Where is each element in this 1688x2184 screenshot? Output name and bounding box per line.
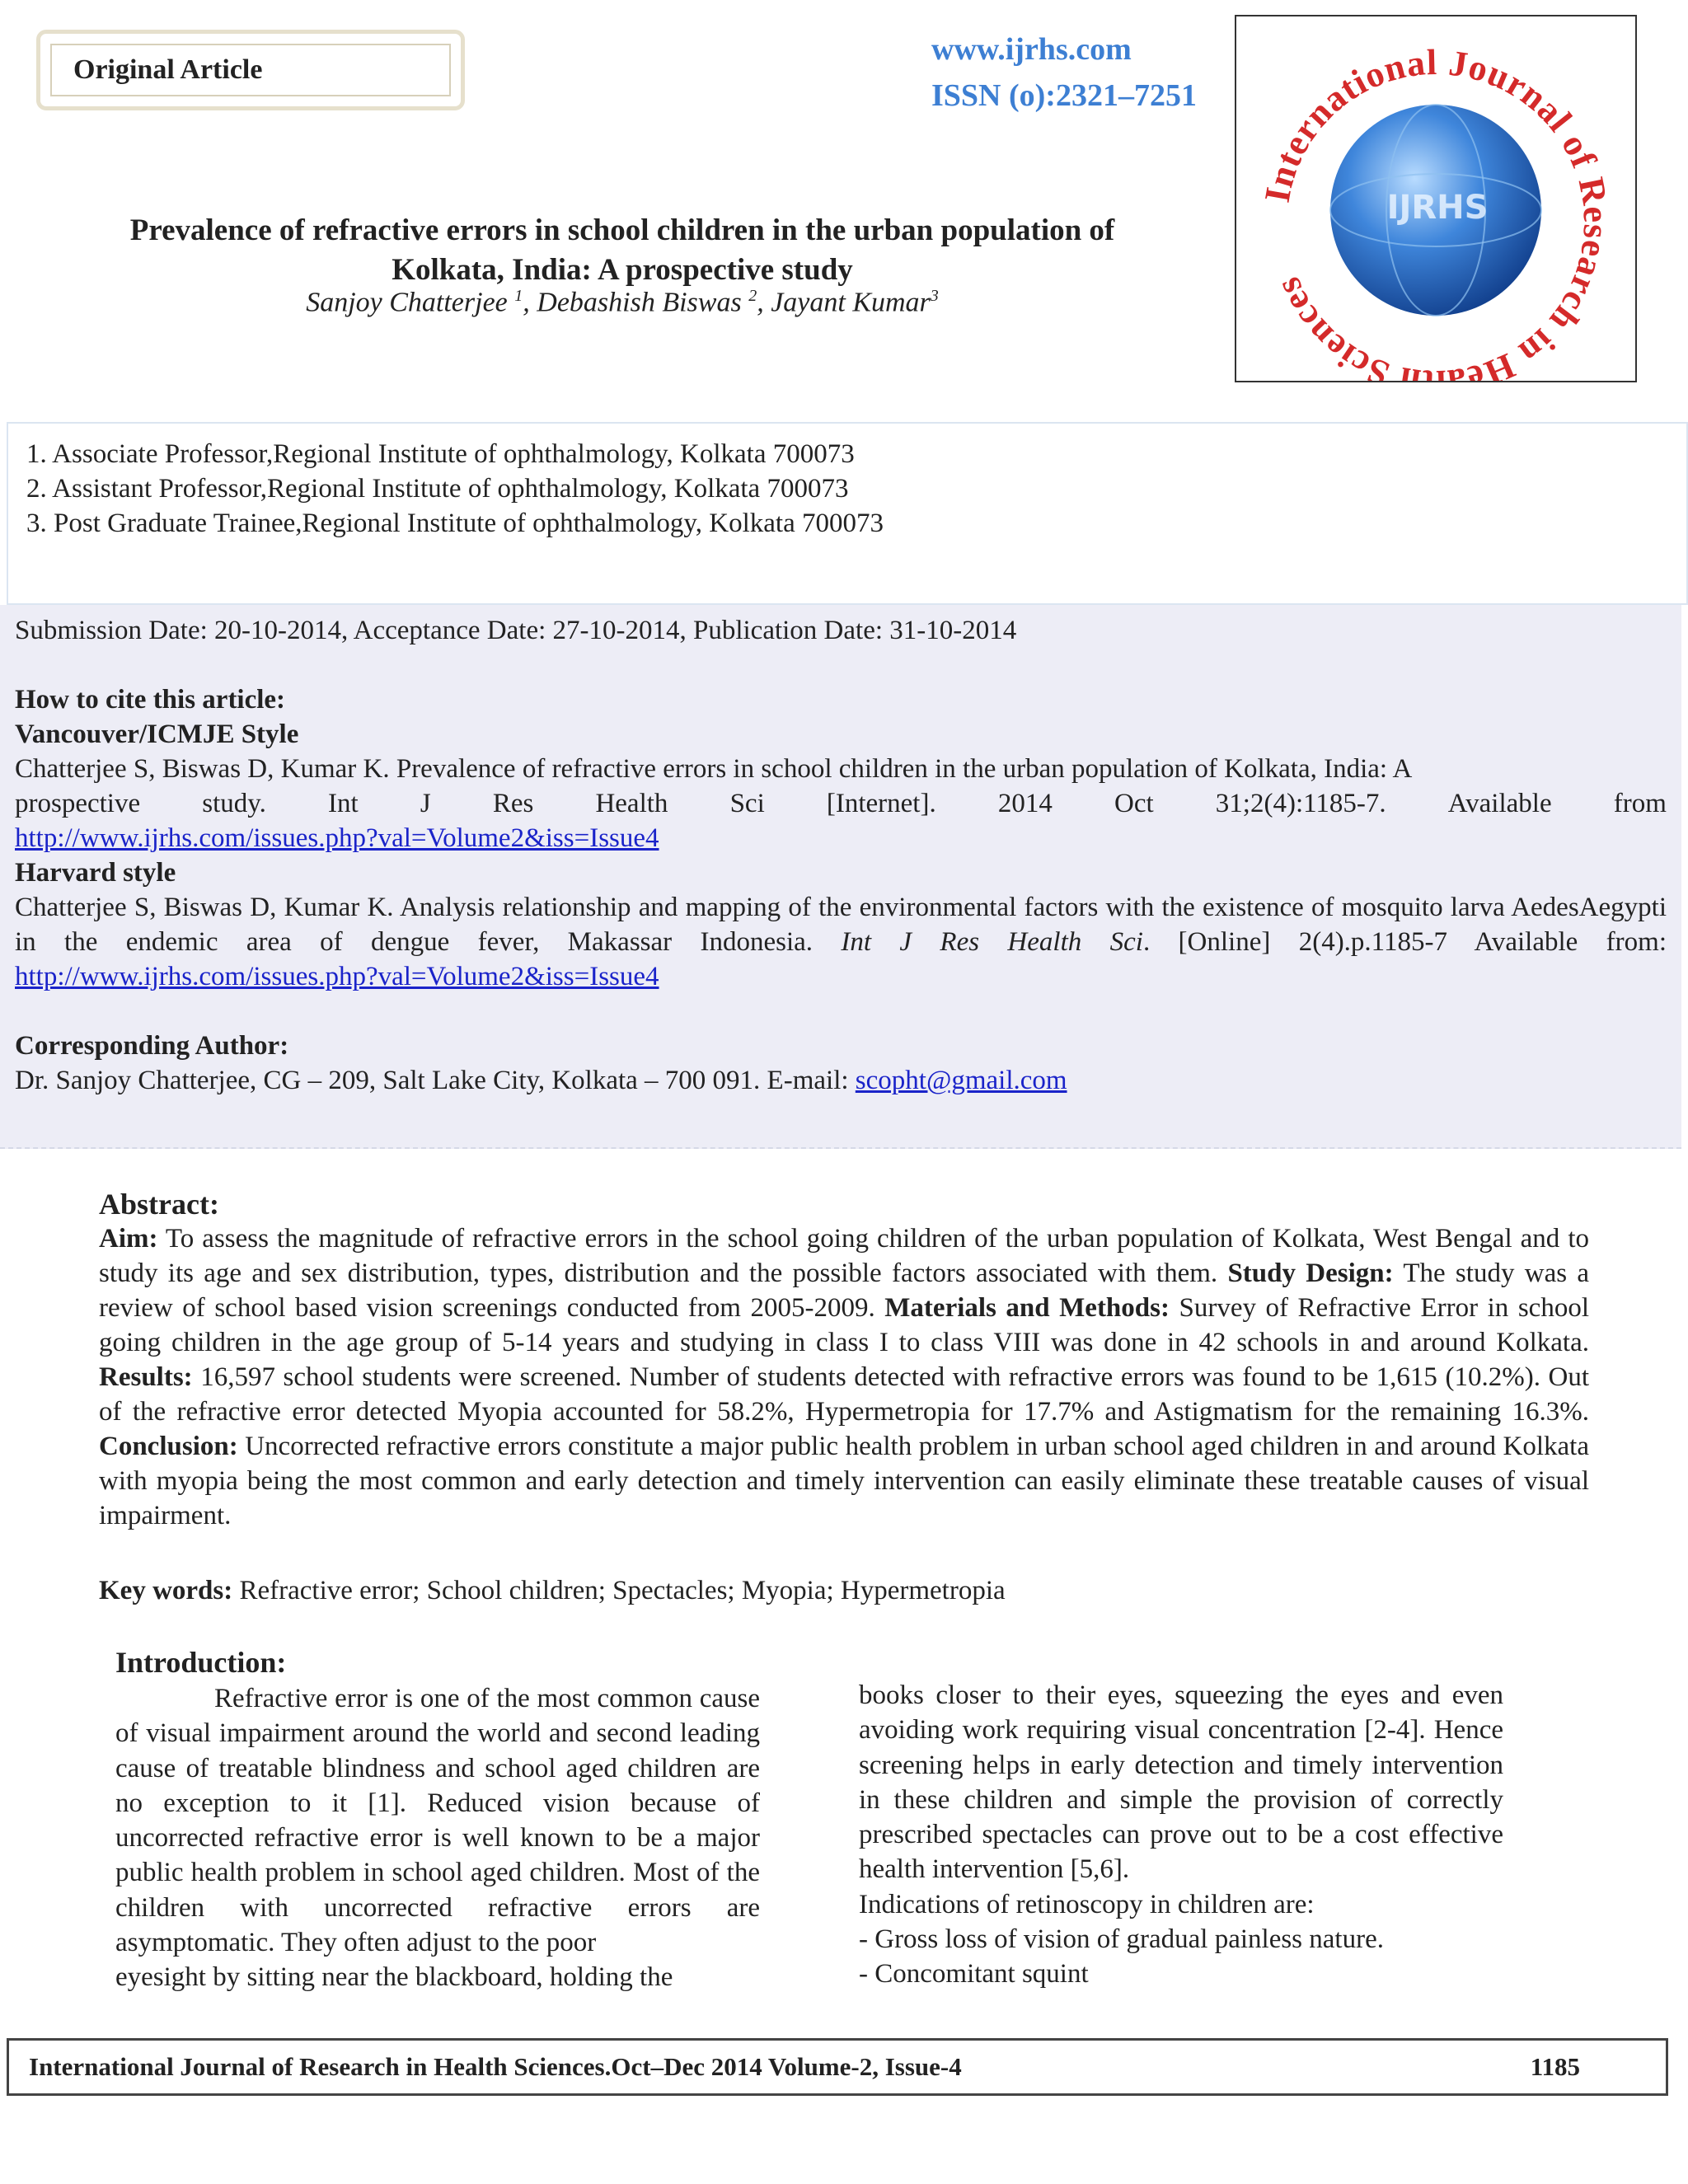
citation-word: study. [202,789,266,818]
vancouver-citation-line1: Chatterjee S, Biswas D, Kumar K. Prevalence of refractive errors in school children in the urban population of Kolkata, India: A [15,754,1413,784]
citation-word: J [420,789,431,818]
affiliation-item: 2. Assistant Professor,Regional Institute of ophthalmology, Kolkata 700073 [26,474,849,504]
harvard-journal-name: Int J Res Health Sci [841,927,1143,957]
author-name: , Jayant Kumar [757,287,931,318]
abstract-section [99,1187,1589,1533]
indications-heading: Indications of retinoscopy in children are: [859,1889,1315,1919]
journal-issn: ISSN (o):2321–7251 [931,78,1197,113]
abstract-text: 16,597 school students were screened. Number of students detected with refractive errors was found to be 1,615 (10.2%). Out of the refractive error detected Myopia accounted for 58.2%, Hypermetropia for 17.7% and Astigmatism for the remaining 16.3%. [99,1362,1589,1427]
journal-website[interactable]: www.ijrhs.com [931,32,1132,67]
journal-logo-icon [1236,16,1635,381]
abstract-heading: Abstract: [99,1188,219,1221]
citation-word: Int [328,789,359,818]
citation-word: Available [1447,789,1552,818]
citation-word: Health [595,789,668,818]
harvard-citation-text: Chatterjee S, Biswas D, Kumar K. Analysis relationship and mapping of the environmental factors with the existence of mosquito larva AedesAegypti in the endemic area of dengue fever, Makassar Indonesia. [15,893,1667,957]
page-footer [7,2038,1668,2096]
harvard-citation [15,890,1667,994]
article-dates: Submission Date: 20-10-2014, Acceptance Date: 27-10-2014, Publication Date: 31-10-2014 [15,616,1017,645]
citation-word: Res [492,789,534,818]
author-name: Sanjoy Chatterjee [306,287,515,318]
author-affil-marker: 3 [930,287,939,305]
introduction-heading: Introduction: [115,1646,287,1679]
cite-heading: How to cite this article: [15,685,286,715]
journal-info [931,26,1197,119]
corresponding-text: Dr. Sanjoy Chatterjee, CG – 209, Salt Lake City, Kolkata – 700 091. E-mail: [15,1066,856,1095]
keywords-label: Key words: [99,1576,233,1605]
abstract-text: The study was a review of school based vision screenings conducted from 2005-2009. [99,1258,1589,1323]
introduction-paragraph: Refractive error is one of the most common cause of visual impairment around the world and second leading cause of treatable blindness and school aged children are no exception to it [1]. Reduced vision because of uncorrected refractive error is well known to be a major public health problem in school aged children. Most of the children with uncorrected refractive errors are asymptomatic. They often adjust to the poor [115,1684,760,1958]
vancouver-heading: Vancouver/ICMJE Style [15,719,299,749]
harvard-url-link[interactable]: http://www.ijrhs.com/issues.php?val=Volume2&iss=Issue4 [15,962,659,991]
abstract-body [99,1221,1589,1533]
abstract-label: Results: [99,1362,193,1392]
logo-ring-text: International Journal of Research in He h Sciences [1256,41,1617,381]
article-info-box [0,605,1681,1149]
abstract-label: Aim: [99,1224,158,1254]
affiliation-item: 3. Post Graduate Trainee,Regional Institute of ophthalmology, Kolkata 700073 [26,509,884,538]
abstract-label: Study Design: [1227,1258,1394,1288]
citation-word: [Internet]. [826,789,936,818]
keywords [99,1576,1589,1606]
citation-word: Oct [1114,789,1154,818]
corresponding-email-link[interactable]: scopht@gmail.com [855,1066,1067,1095]
corresponding-author [15,1063,1667,1098]
keywords-text: Refractive error; School children; Spectacles; Myopia; Hypermetropia [232,1576,1006,1605]
affiliations-box [7,422,1688,605]
vancouver-url-link[interactable]: http://www.ijrhs.com/issues.php?val=Volume2&iss=Issue4 [15,823,659,853]
title-line-2: Kolkata, India: A prospective study [392,253,853,287]
indication-item: - Gross loss of vision of gradual painless nature. [859,1924,1384,1955]
abstract-text: To assess the magnitude of refractive errors in the school going children of the urban population of Kolkata, West Bengal and to study its age and sex distribution, types, distribution and the possible factors associated with them. [99,1224,1589,1288]
footer-journal: International Journal of Research in Health Sciences.Oct–Dec 2014 Volume-2, Issue-4 [29,2052,962,2081]
page-number: 1185 [1530,2052,1580,2081]
citation-word: from [1613,789,1667,818]
vancouver-citation-line2 [15,786,1667,821]
author-affil-marker: 2 [748,287,757,305]
introduction-paragraph-end: eyesight by sitting near the blackboard, holding the [115,1962,673,1993]
article-title [49,211,1195,290]
logo-globe-text: IJRHS [1386,189,1489,227]
abstract-text: Uncorrected refractive errors constitute a major public health problem in urban school aged children in and around Kolkata with myopia being the most common and early detection and timely intervention can easily eliminate these treatable causes of visual impairment. [99,1432,1589,1530]
corresponding-heading: Corresponding Author: [15,1031,289,1061]
abstract-label: Materials and Methods: [884,1293,1170,1323]
introduction-paragraph: books closer to their eyes, squeezing the eyes and even avoiding work requiring visual concentration [2-4]. Hence screening helps in early detection and timely intervention in these children and simple the provision of correctly prescribed spectacles can prove out to be a cost effective health intervention [5,6]. [859,1680,1503,1885]
citation-word: 31;2(4):1185-7. [1215,789,1386,818]
journal-logo [1235,15,1637,382]
citation-word: Sci [729,789,765,818]
article-type-label: Original Article [50,44,451,96]
author-list [49,287,1195,318]
abstract-text: Survey of Refractive Error in school going children in the age group of 5-14 years and studying in class I to class VIII was done in 42 schools in and around Kolkata. [99,1293,1589,1357]
harvard-citation-text: . [Online] 2(4).p.1185-7 Available from: [1142,927,1667,957]
author-affil-marker: 1 [514,287,523,305]
introduction-right-column [859,1678,1503,1992]
title-line-1: Prevalence of refractive errors in school children in the urban population of [129,213,1115,247]
harvard-heading: Harvard style [15,858,176,888]
author-name: , Debashish Biswas [523,287,749,318]
article-type-badge [36,30,465,110]
citation-word: prospective [15,789,141,818]
citation-word: 2014 [997,789,1053,818]
introduction-left-column [115,1643,760,1995]
abstract-label: Conclusion: [99,1432,238,1461]
affiliation-item: 1. Associate Professor,Regional Institute of ophthalmology, Kolkata 700073 [26,439,855,469]
indication-item: - Concomitant squint [859,1959,1089,1990]
